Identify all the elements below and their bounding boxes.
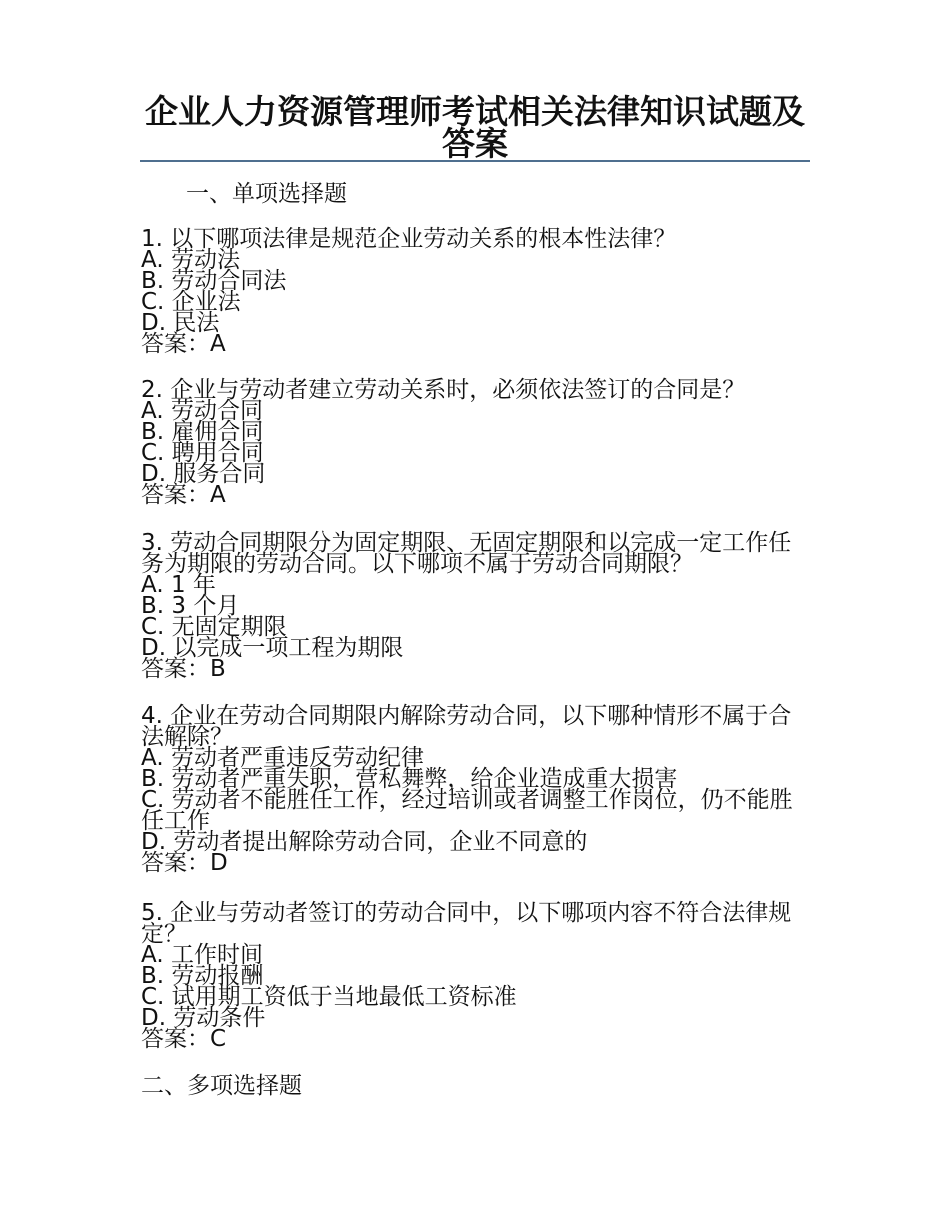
option-d: D. 以完成一项工程为期限 [141, 635, 404, 661]
question-item [141, 377, 801, 508]
option-a: A. 1 年 [141, 572, 216, 598]
question-text: 3. 劳动合同期限分为固定期限、无固定期限和以完成一定工作任务为期限的劳动合同。以下哪项不属于劳动合同期限？ [141, 530, 792, 577]
section-heading-multiple-choice: 二、多项选择题 [141, 1073, 302, 1099]
question-item [141, 900, 801, 1052]
answer-text: 答案：D [141, 850, 228, 876]
question-text: 1. 以下哪项法律是规范企业劳动关系的根本性法律？ [141, 226, 677, 252]
option-a: A. 劳动法 [141, 247, 240, 273]
option-b: B. 3 个月 [141, 593, 240, 619]
option-c: C. 无固定期限 [141, 614, 287, 640]
answer-text: 答案：C [141, 1026, 227, 1052]
title-divider [140, 160, 810, 162]
option-c: C. 劳动者不能胜任工作，经过培训或者调整工作岗位，仍不能胜任工作 [141, 787, 793, 834]
option-b: B. 劳动者严重失职，营私舞弊，给企业造成重大损害 [141, 766, 678, 792]
question-item [141, 226, 801, 357]
option-d: D. 民法 [141, 310, 220, 336]
option-c: C. 企业法 [141, 289, 241, 315]
option-b: B. 劳动报酬 [141, 963, 264, 989]
option-d: D. 劳动者提出解除劳动合同，企业不同意的 [141, 829, 588, 855]
question-text: 2. 企业与劳动者建立劳动关系时，必须依法签订的合同是？ [141, 377, 746, 403]
option-d: D. 服务合同 [141, 461, 266, 487]
document-title: 企业人力资源管理师考试相关法律知识试题及答案 [145, 92, 805, 163]
option-b: B. 雇佣合同 [141, 419, 264, 445]
option-a: A. 劳动合同 [141, 398, 263, 424]
option-c: C. 聘用合同 [141, 440, 264, 466]
question-item [141, 703, 801, 876]
answer-text: 答案：A [141, 331, 226, 357]
answer-text: 答案：A [141, 482, 226, 508]
option-d: D. 劳动条件 [141, 1005, 266, 1031]
option-b: B. 劳动合同法 [141, 268, 287, 294]
question-text: 4. 企业在劳动合同期限内解除劳动合同，以下哪种情形不属于合法解除？ [141, 703, 792, 750]
option-a: A. 劳动者严重违反劳动纪律 [141, 745, 424, 771]
option-c: C. 试用期工资低于当地最低工资标准 [141, 984, 517, 1010]
answer-text: 答案：B [141, 656, 226, 682]
question-text: 5. 企业与劳动者签订的劳动合同中，以下哪项内容不符合法律规定？ [141, 900, 792, 947]
question-item [141, 530, 801, 682]
section-heading-single-choice: 一、单项选择题 [186, 181, 347, 207]
option-a: A. 工作时间 [141, 942, 263, 968]
